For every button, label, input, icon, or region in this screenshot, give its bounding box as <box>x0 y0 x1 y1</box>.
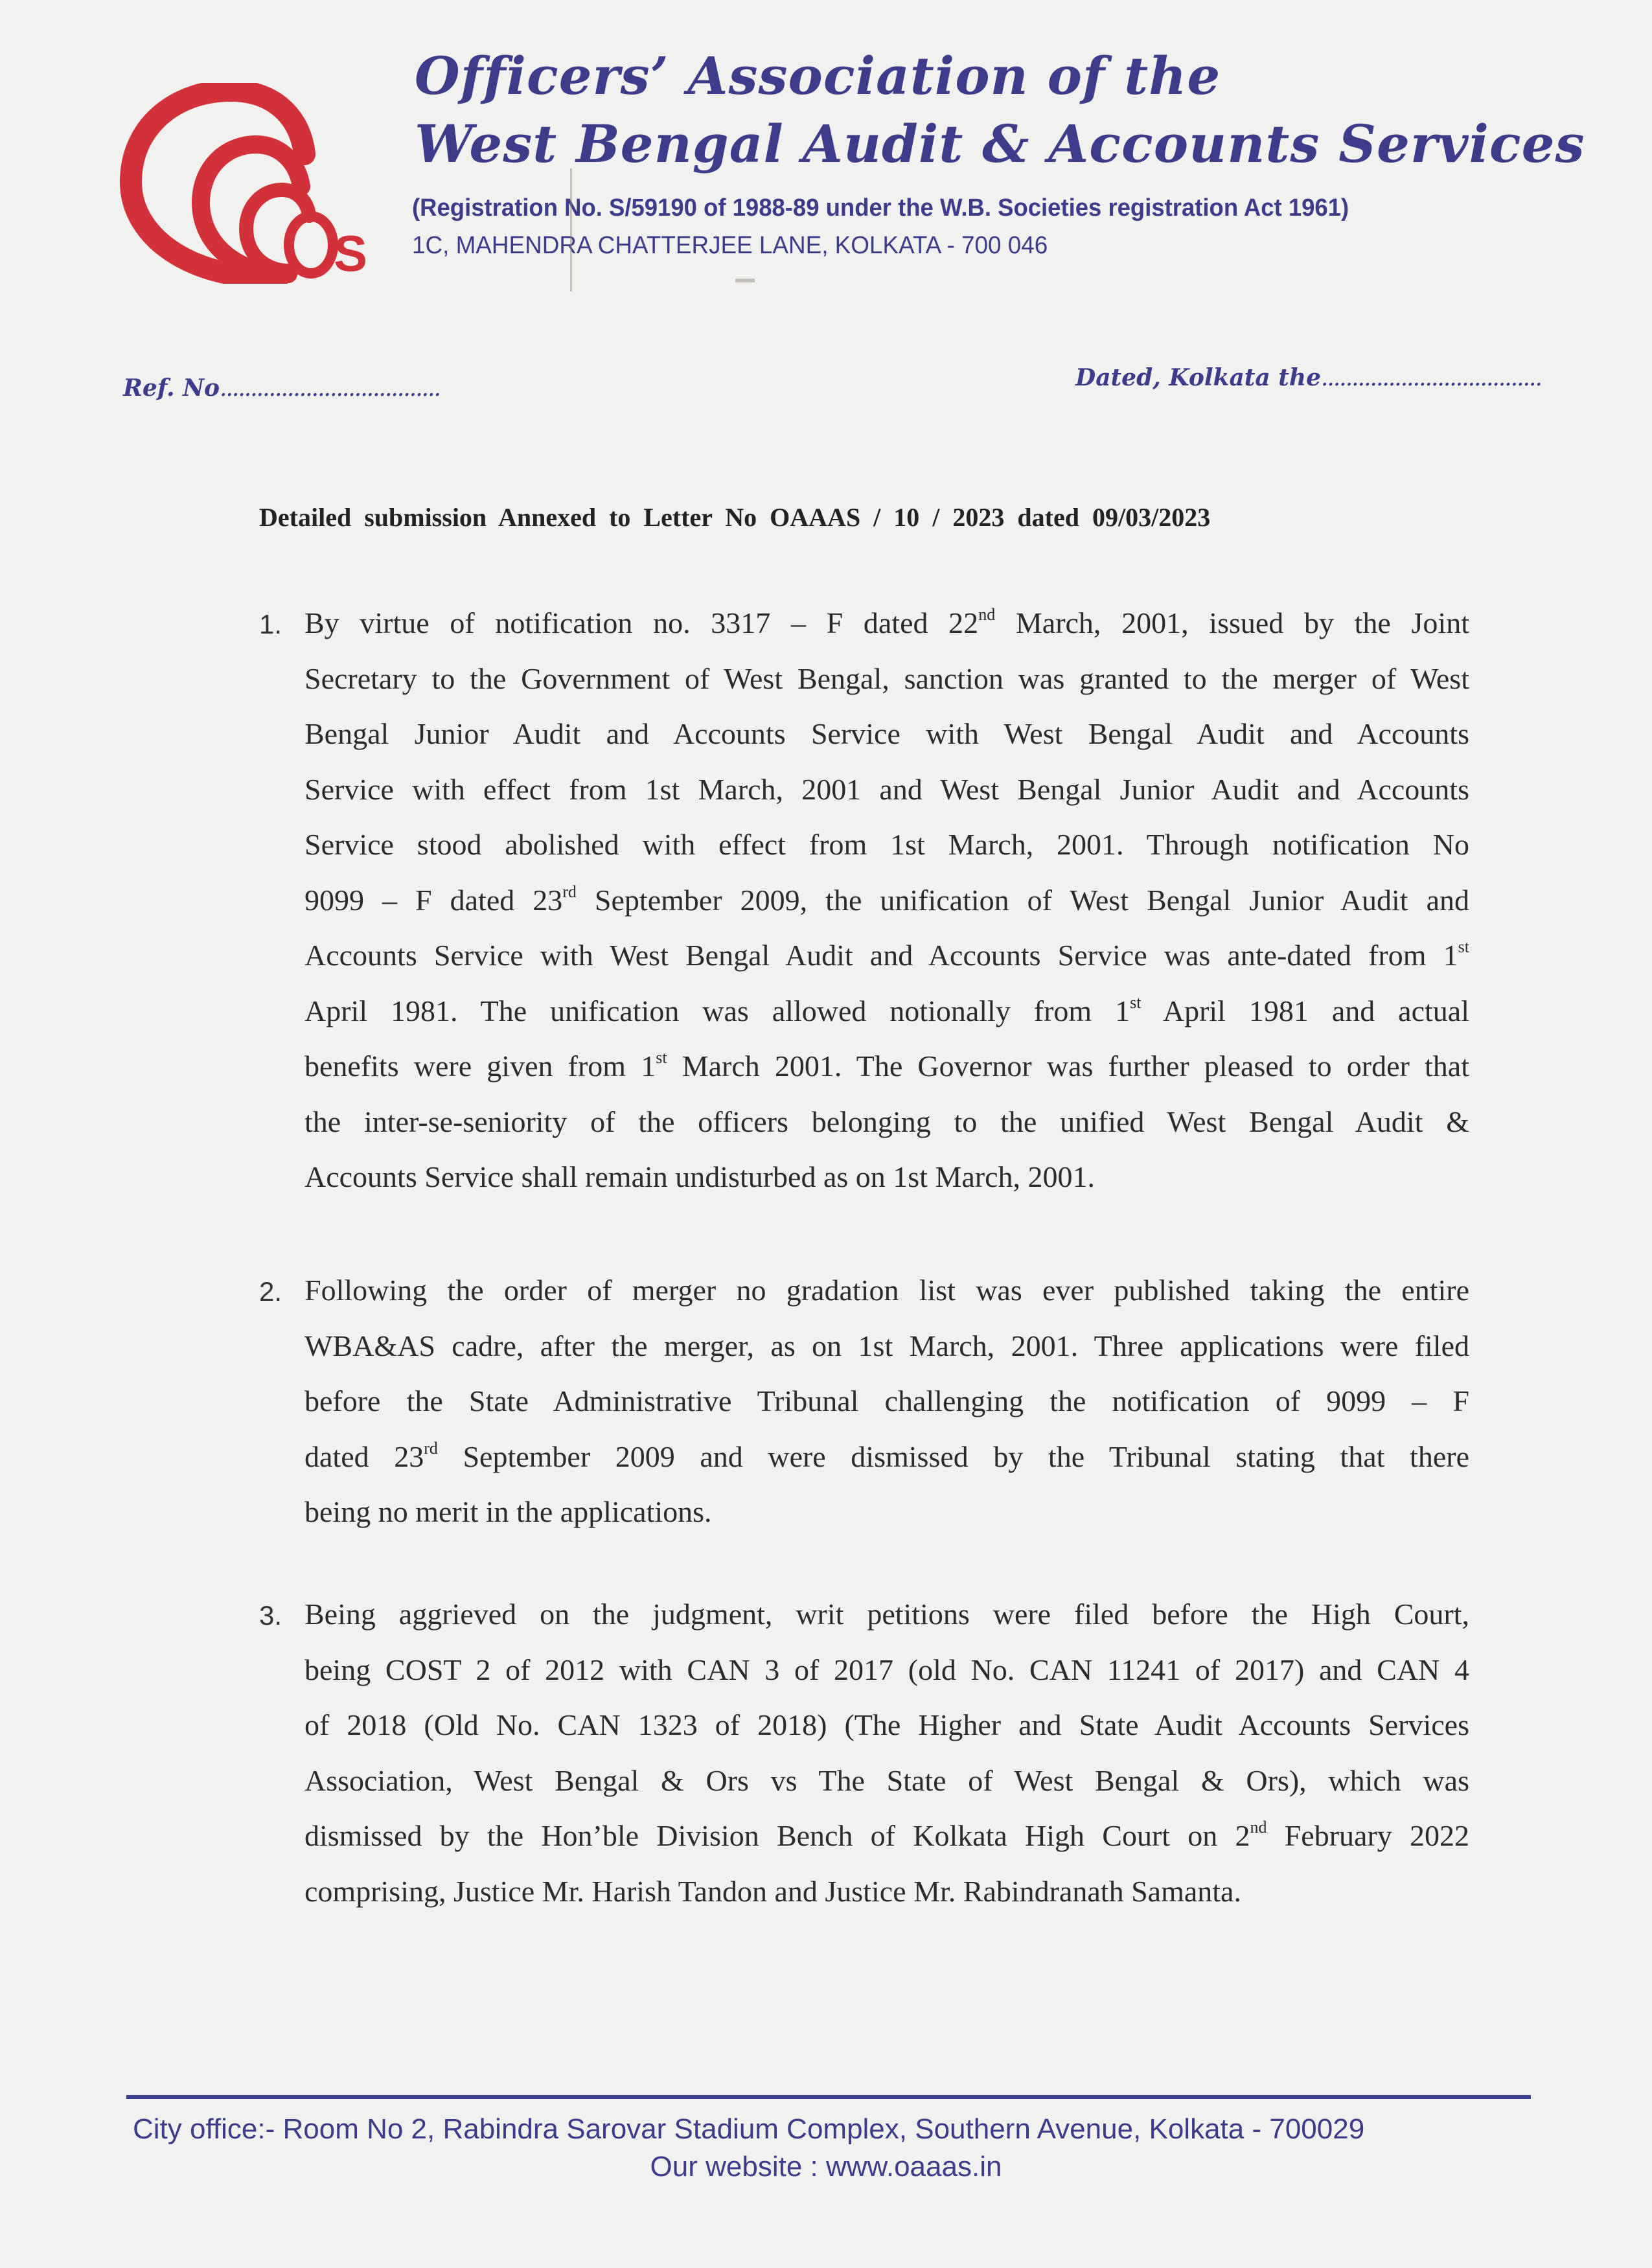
paragraph-line <box>304 1047 1469 1086</box>
ref-label: Ref. No <box>123 374 220 402</box>
paragraph-line <box>304 881 1469 920</box>
dated-field <box>1075 364 1541 391</box>
line-text: September 2009 and were dismissed by the Tribunal stating that there <box>437 1439 1469 1473</box>
paragraph-line <box>304 992 1469 1031</box>
line-text: Bengal Junior Audit and Accounts Service with West Bengal Audit and Accounts <box>304 717 1469 750</box>
paragraph-line <box>304 825 1469 864</box>
ordinal-suffix: rd <box>562 882 577 901</box>
head-office-address: 1C, MAHENDRA CHATTERJEE LANE, KOLKATA - 700 046 <box>412 232 1048 259</box>
paragraph-line <box>304 604 1469 643</box>
line-text: April 1981. The unification was allowed notionally from 1 <box>304 994 1130 1027</box>
line-text: By virtue of notification no. 3317 – F dated 22 <box>304 606 979 639</box>
line-text: Service with effect from 1st March, 2001 and West Bengal Junior Audit and Accounts <box>304 772 1469 806</box>
paragraph-line <box>304 1816 1469 1855</box>
ordinal-suffix: nd <box>1250 1818 1267 1837</box>
line-text: September 2009, the unification of West Bengal Junior Audit and <box>576 883 1469 917</box>
line-text: February 2022 <box>1267 1819 1469 1852</box>
line-text: WBA&AS cadre, after the merger, as on 1st March, 2001. Three applications were filed <box>304 1329 1469 1362</box>
paragraph-line <box>304 1651 1469 1690</box>
line-text: comprising, Justice Mr. Harish Tandon and Justice Mr. Rabindranath Samanta. <box>304 1874 1241 1908</box>
line-text: March 2001. The Governor was further pleased to order that <box>667 1049 1469 1082</box>
scan-smudge <box>735 279 755 282</box>
line-text: dated 23 <box>304 1439 424 1473</box>
org-name-line-1: Officers’ Association of the <box>415 45 1221 106</box>
logo-ring-small <box>246 190 309 271</box>
city-office-address: City office:- Room No 2, Rabindra Sarovar Stadium Complex, Southern Avenue, Kolkata - 700029 <box>133 2113 1365 2145</box>
line-text: dismissed by the Hon’ble Division Bench of Kolkata High Court on 2 <box>304 1819 1250 1852</box>
paragraph-line <box>304 1872 1469 1911</box>
paragraph-line <box>304 715 1469 753</box>
line-text: 9099 – F dated 23 <box>304 883 563 917</box>
line-text: of 2018 (Old No. CAN 1323 of 2018) (The Higher and State Audit Accounts Services <box>304 1708 1469 1741</box>
paragraph-line <box>304 1438 1469 1476</box>
line-text: Secretary to the Government of West Bengal, sanction was granted to the merger of West <box>304 661 1469 695</box>
paragraph-number: 3. <box>259 1600 282 1631</box>
ordinal-suffix: st <box>1130 992 1141 1012</box>
registration-details: (Registration No. S/59190 of 1988-89 under the W.B. Societies registration Act 1961) <box>412 194 1349 222</box>
dated-dots: .................................... <box>1320 365 1541 391</box>
paragraph-line <box>304 1327 1469 1366</box>
paragraph-line <box>304 1706 1469 1745</box>
line-text: April 1981 and actual <box>1141 994 1469 1027</box>
dated-label: Dated, Kolkata the <box>1075 364 1321 391</box>
logo-ring-inner <box>289 216 333 273</box>
line-text: the inter-se-seniority of the officers belonging to the unified West Bengal Audit & <box>304 1105 1469 1138</box>
scan-smudge <box>570 168 572 292</box>
paragraph-line <box>304 1761 1469 1800</box>
ordinal-suffix: rd <box>424 1438 438 1458</box>
org-name-line-2: West Bengal Audit & Accounts Services <box>415 113 1585 174</box>
paragraph-line <box>304 1595 1469 1634</box>
subject-line: Detailed submission Annexed to Letter No OAAAS / 10 / 2023 dated 09/03/2023 <box>259 503 1211 532</box>
ordinal-suffix: st <box>1458 937 1469 956</box>
line-text: Service stood abolished with effect from 1st March, 2001. Through notification No <box>304 828 1469 861</box>
ref-number <box>123 374 440 402</box>
paragraph-line <box>304 659 1469 698</box>
website[interactable]: Our website : www.oaaas.in <box>650 2151 1002 2182</box>
line-text: being COST 2 of 2012 with CAN 3 of 2017 (old No. CAN 11241 of 2017) and CAN 4 <box>304 1653 1469 1686</box>
line-text: Following the order of merger no gradation list was ever published taking the entire <box>304 1274 1469 1307</box>
line-text: Association, West Bengal & Ors vs The State of West Bengal & Ors), which was <box>304 1763 1469 1797</box>
line-text: Accounts Service with West Bengal Audit and Accounts Service was ante-dated from 1 <box>304 939 1458 972</box>
paragraph-line <box>304 770 1469 809</box>
paragraph-line <box>304 1493 1469 1531</box>
logo-letters: S <box>334 225 368 282</box>
line-text: benefits were given from 1 <box>304 1049 656 1082</box>
paragraph-line <box>304 1382 1469 1421</box>
ordinal-suffix: nd <box>978 605 996 624</box>
paragraph-line <box>304 1103 1469 1141</box>
ref-dots: .................................... <box>220 375 440 402</box>
paragraph-line <box>304 1271 1469 1310</box>
paragraph-number: 1. <box>259 609 282 639</box>
paragraph-line <box>304 1158 1469 1197</box>
paragraph-line <box>304 936 1469 975</box>
line-text: being no merit in the applications. <box>304 1495 712 1528</box>
association-logo <box>117 83 389 284</box>
line-text: Being aggrieved on the judgment, writ petitions were filed before the High Court, <box>304 1598 1469 1631</box>
paragraph-number: 2. <box>259 1276 282 1307</box>
line-text: before the State Administrative Tribunal challenging the notification of 9099 – F <box>304 1384 1469 1417</box>
line-text: March, 2001, issued by the Joint <box>995 606 1469 639</box>
ordinal-suffix: st <box>656 1048 667 1067</box>
footer-divider <box>126 2095 1531 2099</box>
line-text: Accounts Service shall remain undisturbed as on 1st March, 2001. <box>304 1160 1096 1193</box>
